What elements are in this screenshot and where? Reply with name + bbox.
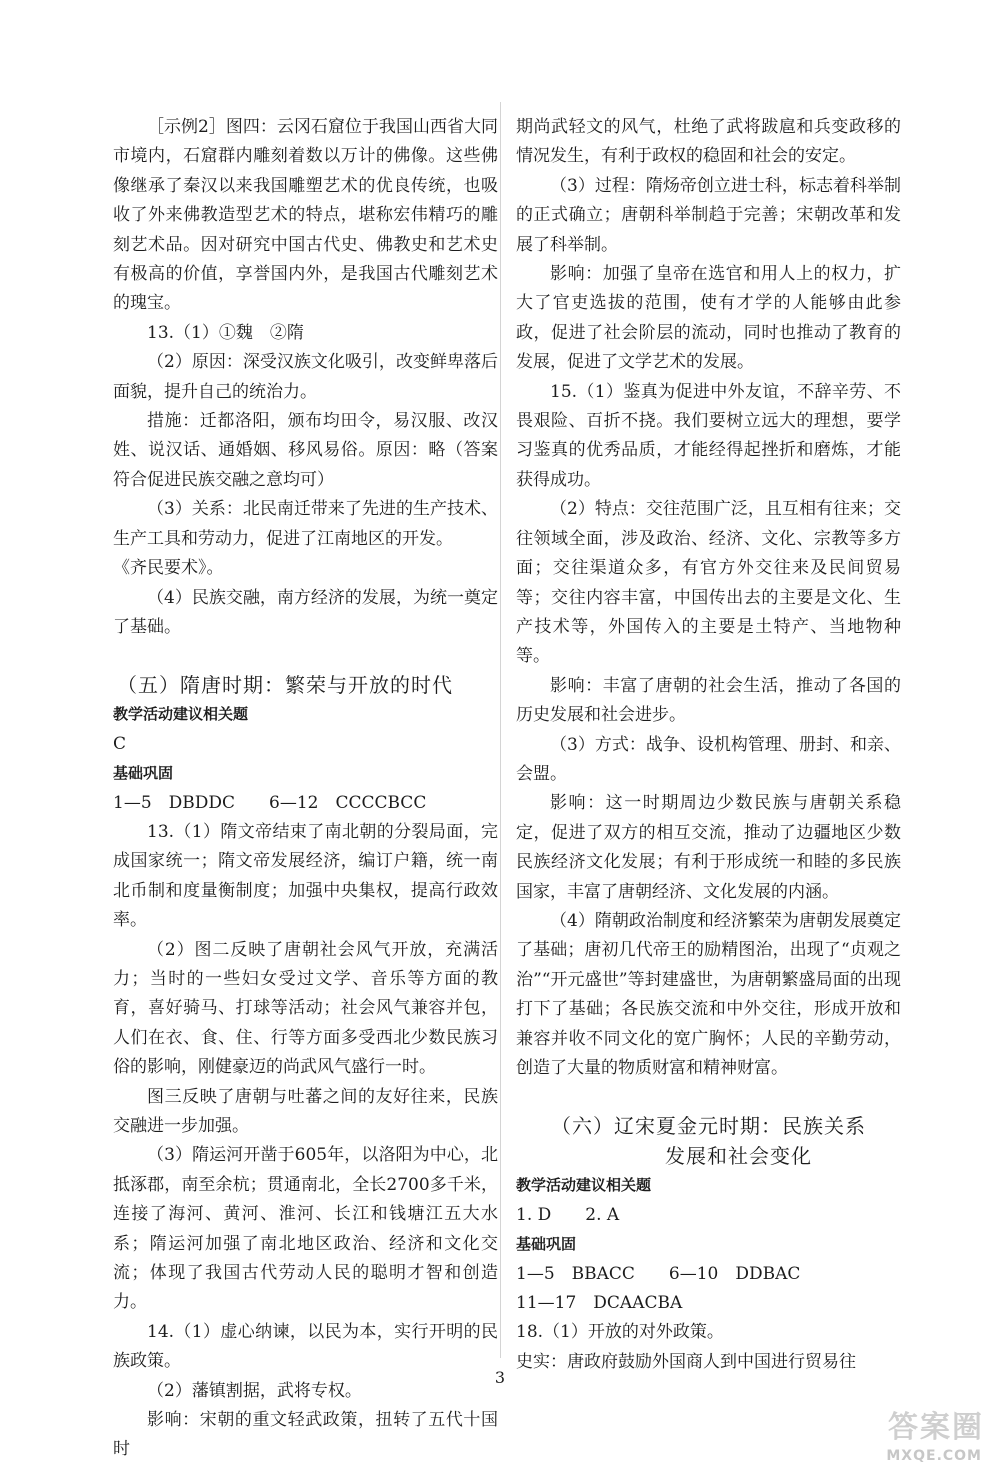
q14-part3-process: （3）过程：隋炀帝创立进士科，标志着科举制的正式确立；唐朝科举制趋于完善；宋朝改革和发展了科举制。 bbox=[516, 175, 901, 255]
example-2-paragraph: ［示例2］图四：云冈石窟位于我国山西省大同市境内，石窟群内雕刻着数以万计的佛像。这些佛像继承了秦汉以来我国雕塑艺术的优良传统，也吸收了外来佛教造型艺术的特点，堪称宏伟精巧的雕刻艺术品。因对研究中国古代史、佛教史和艺术史有极高的价值，享誉国内外，是我国古代雕刻艺术的瑰宝。 bbox=[113, 117, 498, 314]
q15-part1: 15.（1）鉴真为促进中外友谊，不辞辛劳、不畏艰险、百折不挠。我们要树立远大的理想，要学习鉴真的优秀品质，才能经得起挫折和磨炼，才能获得成功。 bbox=[516, 381, 901, 490]
q13-part1-answer: 13.（1）①魏 ②隋 bbox=[147, 322, 304, 343]
q14-part2: （2）藩镇割据，武将专权。 bbox=[147, 1380, 362, 1401]
multiple-choice-answers-11-17: 11—17 DCAACBA bbox=[516, 1293, 683, 1314]
page-number: 3 bbox=[494, 1368, 506, 1387]
teaching-activity-label: 教学活动建议相关题 bbox=[113, 705, 249, 724]
multiple-choice-answers-1-10: 1—5 BBACC 6—10 DDBAC bbox=[516, 1263, 801, 1284]
q13-part3-book: 《齐民要术》。 bbox=[113, 558, 224, 579]
q13-part1-sui: 13.（1）隋文帝结束了南北朝的分裂局面，完成国家统一；隋文帝发展经济，编订户籍，统一南北币制和度量衡制度；加强中央集权，提高行政效率。 bbox=[113, 821, 498, 931]
q14-part1: 14.（1）虚心纳谏，以民为本，实行开明的民族政策。 bbox=[113, 1321, 498, 1372]
q18-part1: 18.（1）开放的对外政策。 bbox=[516, 1322, 724, 1343]
q15-part3-impact: 影响：这一时期周边少数民族与唐朝关系稳定，促进了双方的相互交流，推动了边疆地区少数民族经济文化发展；有利于形成统一和睦的多民族国家，丰富了唐朝经济、文化发展的内涵。 bbox=[516, 793, 901, 902]
q14-impact-continued: 期尚武轻文的风气，杜绝了武将跋扈和兵变政移的情况发生，有利于政权的稳固和社会的安定。 bbox=[516, 117, 901, 167]
column-divider bbox=[500, 102, 501, 1358]
teaching-activity-answer: C bbox=[113, 733, 127, 754]
section-5-heading: （五）隋唐时期：繁荣与开放的时代 bbox=[117, 673, 453, 698]
q13-figure3: 图三反映了唐朝与吐蕃之间的友好往来，民族交融进一步加强。 bbox=[113, 1086, 498, 1136]
q13-part3-canal: （3）隋运河开凿于605年，以洛阳为中心，北抵涿郡，南至余杭；贯通南北，全长2700多千米，连接了海河、黄河、淮河、长江和钱塘江五大水系；隋运河加强了南北地区政治、经济和文化交流；体现了我国古代劳动人民的聪明才智和创造力。 bbox=[113, 1145, 498, 1313]
watermark-url: MXQE.COM bbox=[886, 1448, 982, 1464]
teaching-activity-label-6: 教学活动建议相关题 bbox=[516, 1176, 652, 1195]
basic-consolidation-label-6: 基础巩固 bbox=[516, 1235, 577, 1254]
q15-part2-features: （2）特点：交往范围广泛，且互相有往来；交往领域全面，涉及政治、经济、文化、宗教等多方面；交往渠道众多，有官方外交往来及民间贸易等；交往内容丰富，中国传出去的主要是文化、生产技术等，外国传入的主要是土特产、当地物种等。 bbox=[516, 499, 901, 667]
q14-part3-impact: 影响：加强了皇帝在选官和用人上的权力，扩大了官吏选拔的范围，使有才学的人能够由此参政，促进了社会阶层的流动，同时也推动了教育的发展，促进了文学艺术的发展。 bbox=[516, 264, 901, 373]
q15-part4: （4）隋朝政治制度和经济繁荣为唐朝发展奠定了基础；唐初几代帝王的励精图治，出现了“贞观之治”“开元盛世”等封建盛世，为唐朝繁盛局面的出现打下了基础；各民族交流和中外交往，形成开放和兼容并收不同文化的宽广胸怀；人民的辛勤劳动，创造了大量的物质财富和精神财富。 bbox=[516, 910, 901, 1078]
section-6-heading-line2: 发展和社会变化 bbox=[665, 1144, 812, 1169]
right-column bbox=[516, 113, 901, 1377]
multiple-choice-answers: 1—5 DBDDC 6—12 CCCCBCC bbox=[113, 792, 427, 813]
q13-part4-answer: （4）民族交融，南方经济的发展，为统一奠定了基础。 bbox=[113, 587, 498, 637]
q15-part3-methods: （3）方式：战争、设机构管理、册封、和亲、会盟。 bbox=[516, 734, 901, 784]
q13-part2-tang: （2）图二反映了唐朝社会风气开放，充满活力；当时的一些妇女受过文学、音乐等方面的教育，喜好骑马、打球等活动；社会风气兼容并包，人们在衣、食、住、行等方面多受西北少数民族习俗的影响，刚健豪迈的尚武风气盛行一时。 bbox=[113, 939, 498, 1078]
site-watermark bbox=[864, 1402, 984, 1464]
q13-part2-reason: （2）原因：深受汉族文化吸引，改变鲜卑落后面貌，提升自己的统治力。 bbox=[113, 352, 498, 402]
section-6-heading-line1: （六）辽宋夏金元时期：民族关系 bbox=[551, 1114, 866, 1139]
watermark-logo: 答案圈 bbox=[888, 1410, 984, 1445]
teaching-activity-answers-6: 1. D 2. A bbox=[516, 1204, 620, 1225]
q18-facts: 史实：唐政府鼓励外国商人到中国进行贸易往 bbox=[516, 1351, 856, 1372]
q15-part2-impact: 影响：丰富了唐朝的社会生活，推动了各国的历史发展和社会进步。 bbox=[516, 675, 901, 726]
left-column bbox=[113, 113, 498, 1465]
q13-part2-measures: 措施：迁都洛阳，颁布均田令，易汉服、改汉姓、说汉话、通婚姻、移风易俗。原因：略（答案符合促进民族交融之意均可） bbox=[113, 411, 498, 490]
basic-consolidation-label: 基础巩固 bbox=[113, 764, 174, 783]
q14-part2-impact: 影响：宋朝的重文轻武政策，扭转了五代十国时 bbox=[113, 1410, 498, 1460]
q13-part3-relation: （3）关系：北民南迁带来了先进的生产技术、生产工具和劳动力，促进了江南地区的开发。 bbox=[113, 499, 498, 549]
